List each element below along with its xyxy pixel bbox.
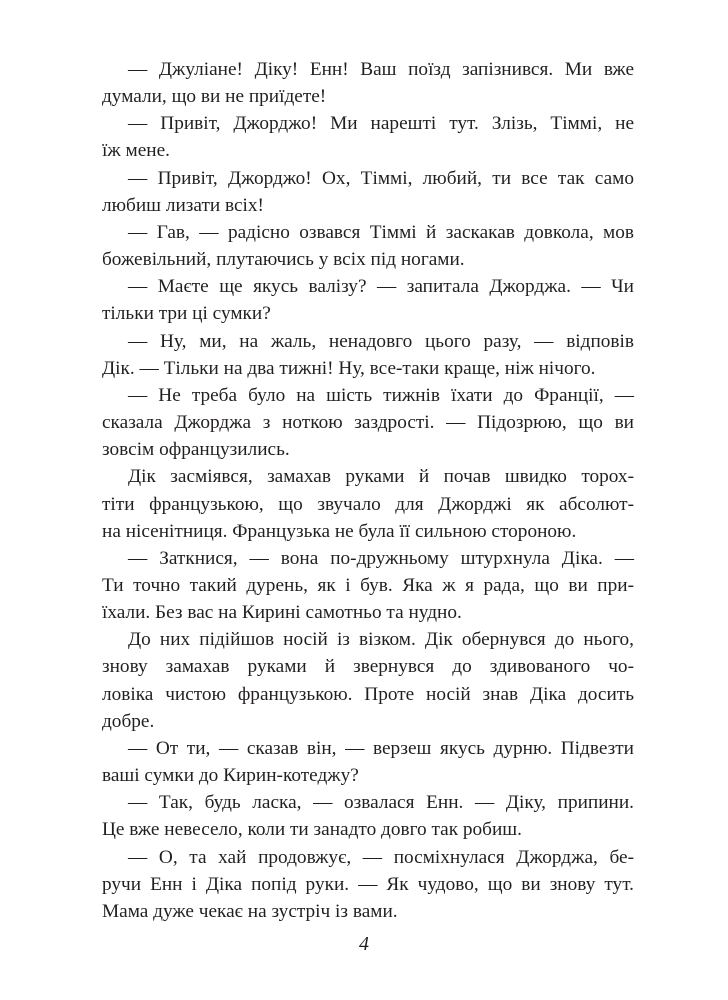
text-line: сказала Джорджа з ноткою заздрості. — Підозрюю, що ви	[102, 412, 634, 434]
text-line: думали, що ви не приїдете!	[102, 86, 327, 108]
text-line: До них підійшов носій із візком. Дік обернувся до нього,	[128, 629, 634, 651]
paragraph	[102, 463, 634, 544]
text-line: Це вже невесело, коли ти занадто довго так робиш.	[102, 819, 522, 841]
paragraph	[102, 110, 634, 164]
text-line: Дік засміявся, замахав руками й почав швидко торох-	[128, 466, 634, 488]
paragraph	[102, 626, 634, 735]
text-line: — Не треба було на шість тижнів їхати до Франції, —	[128, 384, 634, 406]
text-line: їхали. Без вас на Кирині самотньо та нудно.	[102, 602, 462, 624]
paragraph	[102, 844, 634, 925]
text-line: — Заткнися, — вона по-дружньому штурхнула Діка. —	[128, 547, 634, 569]
paragraph	[102, 219, 634, 273]
text-line: тільки три ці сумки?	[102, 303, 271, 325]
text-line: — От ти, — сказав він, — верзеш якусь дурню. Підвезти	[128, 737, 634, 759]
text-line: — Джуліане! Діку! Енн! Ваш поїзд запізнився. Ми вже	[128, 59, 634, 80]
text-line: — Ну, ми, на жаль, ненадовго цього разу, — відповів	[128, 330, 634, 352]
text-line: — Маєте ще якусь валізу? — запитала Джорджа. — Чи	[128, 276, 634, 298]
paragraph	[102, 545, 634, 626]
text-line: божевільний, плутаючись у всіх під ногами.	[102, 249, 465, 271]
paragraph	[102, 328, 634, 382]
paragraph	[102, 735, 634, 789]
paragraph	[102, 382, 634, 463]
text-line: — О, та хай продовжує, — посміхнулася Джорджа, бе-	[128, 846, 634, 868]
paragraph	[102, 273, 634, 327]
text-line: ваші сумки до Кирин-котеджу?	[102, 765, 359, 787]
page-text	[102, 56, 634, 925]
text-line: на нісенітниця. Французька не була її сильною стороною.	[102, 520, 577, 542]
paragraph	[102, 56, 634, 110]
text-line: їж мене.	[102, 140, 170, 162]
text-line: ловіка чистою французькою. Проте носій знав Діка досить	[102, 683, 634, 705]
text-line: добре.	[102, 710, 155, 732]
text-line: знову замахав руками й звернувся до здивованого чо-	[102, 656, 634, 678]
page-number: 4	[359, 933, 369, 955]
paragraph	[102, 789, 634, 843]
text-line: Ти точно такий дурень, як і був. Яка ж я рада, що ви при-	[102, 574, 634, 596]
text-line: любиш лизати всіх!	[102, 194, 264, 216]
text-line: — Привіт, Джорджо! Ми нарешті тут. Злізь, Тіммі, не	[128, 113, 634, 135]
paragraph	[102, 165, 634, 219]
text-line: тіти французькою, що звучало для Джорджі як абсолют-	[102, 493, 634, 515]
text-line: — Гав, — радісно озвався Тіммі й заскакав довкола, мов	[128, 221, 634, 243]
text-line: зовсім офранцузились.	[102, 439, 290, 461]
text-line: — Привіт, Джорджо! Ох, Тіммі, любий, ти все так само	[128, 167, 634, 189]
text-line: Мама дуже чекає на зустріч із вами.	[102, 900, 398, 922]
text-line: ручи Енн і Діка попід руки. — Як чудово, що ви знову тут.	[102, 873, 634, 895]
text-line: — Так, будь ласка, — озвалася Енн. — Діку, припини.	[128, 792, 634, 814]
text-line: Дік. — Тільки на два тижні! Ну, все-таки краще, ніж нічого.	[102, 357, 596, 379]
